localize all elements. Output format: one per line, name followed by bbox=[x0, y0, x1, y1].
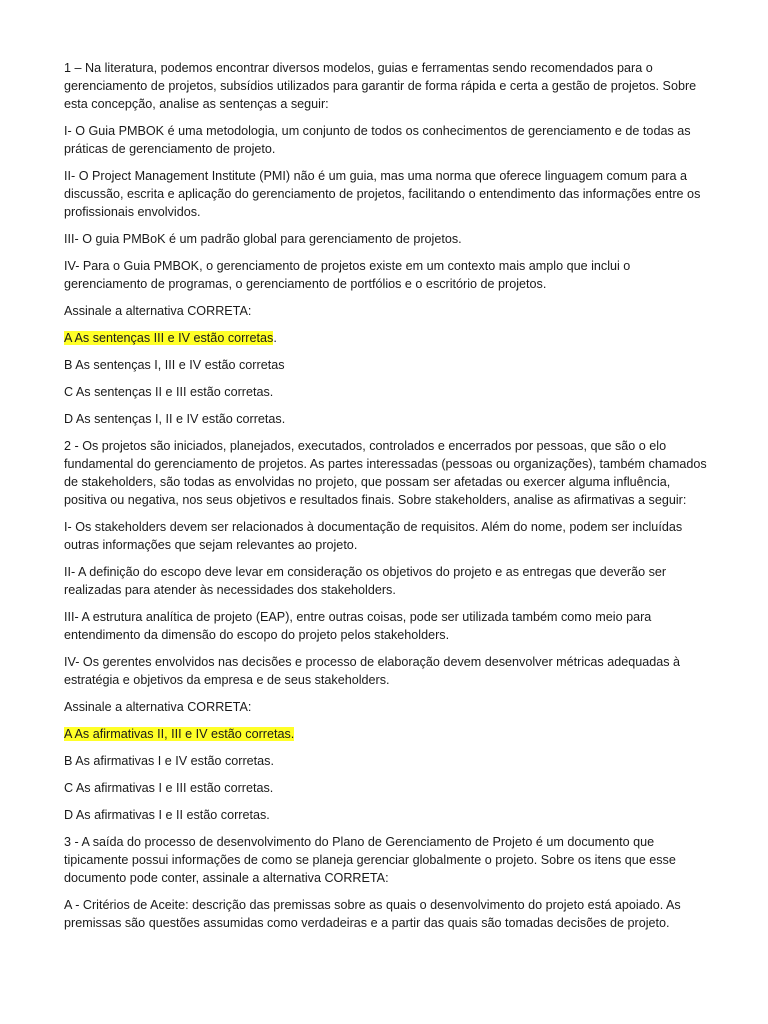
q2-option-d: D As afirmativas I e II estão corretas. bbox=[64, 808, 270, 822]
q2-intro: 2 - Os projetos são iniciados, planejados, executados, controlados e encerrados por pessoas, que são o elo fundamental do gerenciamento de projetos. As partes interessadas (pessoas ou organizações), também chamados de stakeholders, são todas as envolvidas no projeto, que possam ser afetadas ou exercer alguma influência, positiva ou negativa, nos seus objetivos e resultados finais. Sobre stakeholders, analise as afirmativas a seguir: bbox=[64, 439, 707, 507]
q2-prompt: Assinale a alternativa CORRETA: bbox=[64, 700, 252, 714]
q1-statement-2: II- O Project Management Institute (PMI) não é um guia, mas uma norma que oferece linguagem comum para a discussão, escrita e aplicação do gerenciamento de projetos, facilitando o entendimento das informações entre os profissionais envolvidos. bbox=[64, 169, 701, 219]
q1-intro: 1 – Na literatura, podemos encontrar diversos modelos, guias e ferramentas sendo recomendados para o gerenciamento de projetos, subsídios utilizados para garantir de forma rápida e certa a gestão de projetos. Sobre esta concepção, analise as sentenças a seguir: bbox=[64, 61, 697, 111]
q1-statement-1: I- O Guia PMBOK é uma metodologia, um conjunto de todos os conhecimentos de gerenciamento e de todas as práticas de gerenciamento de projeto. bbox=[64, 124, 691, 156]
q2-statement-2: II- A definição do escopo deve levar em consideração os objetivos do projeto e as entregas que deverão ser realizadas para atender às necessidades dos stakeholders. bbox=[64, 565, 667, 597]
q1-option-a bbox=[64, 329, 716, 347]
q2-option-a bbox=[64, 725, 716, 743]
q2-option-b: B As afirmativas I e IV estão corretas. bbox=[64, 754, 274, 768]
q1-option-d: D As sentenças I, II e IV estão corretas. bbox=[64, 412, 286, 426]
q3-intro: 3 - A saída do processo de desenvolvimento do Plano de Gerenciamento de Projeto é um documento que tipicamente possui informações de como se planeja gerenciar globalmente o projeto. Sobre os itens que esse documento pode conter, assinale a alternativa CORRETA: bbox=[64, 835, 676, 885]
q2-statement-4: IV- Os gerentes envolvidos nas decisões e processo de elaboração devem desenvolver métricas adequadas à estratégia e objetivos da empresa e de seus stakeholders. bbox=[64, 655, 681, 687]
q2-option-a-highlight: A As afirmativas II, III e IV estão corretas. bbox=[64, 727, 295, 741]
q3-option-a: A - Critérios de Aceite: descrição das premissas sobre as quais o desenvolvimento do projeto está apoiado. As premissas são questões assumidas como verdadeiras e a partir das quais são tomadas decisões de projeto. bbox=[64, 898, 681, 930]
q1-prompt: Assinale a alternativa CORRETA: bbox=[64, 304, 252, 318]
q1-statement-4: IV- Para o Guia PMBOK, o gerenciamento de projetos existe em um contexto mais amplo que inclui o gerenciamento de programas, o gerenciamento de portfólios e o escritório de projetos. bbox=[64, 259, 631, 291]
q1-option-a-highlight: A As sentenças III e IV estão corretas bbox=[64, 331, 274, 345]
q2-option-c: C As afirmativas I e III estão corretas. bbox=[64, 781, 274, 795]
q2-statement-1: I- Os stakeholders devem ser relacionados à documentação de requisitos. Além do nome, podem ser incluídas outras informações que sejam relevantes ao projeto. bbox=[64, 520, 683, 552]
q1-option-a-suffix: . bbox=[273, 331, 277, 345]
q2-statement-3: III- A estrutura analítica de projeto (EAP), entre outras coisas, pode ser utilizada também como meio para entendimento da dimensão do escopo do projeto pelos stakeholders. bbox=[64, 610, 652, 642]
q1-option-c: C As sentenças II e III estão corretas. bbox=[64, 385, 274, 399]
q1-option-b: B As sentenças I, III e IV estão corretas bbox=[64, 358, 285, 372]
q1-statement-3: III- O guia PMBoK é um padrão global para gerenciamento de projetos. bbox=[64, 232, 462, 246]
